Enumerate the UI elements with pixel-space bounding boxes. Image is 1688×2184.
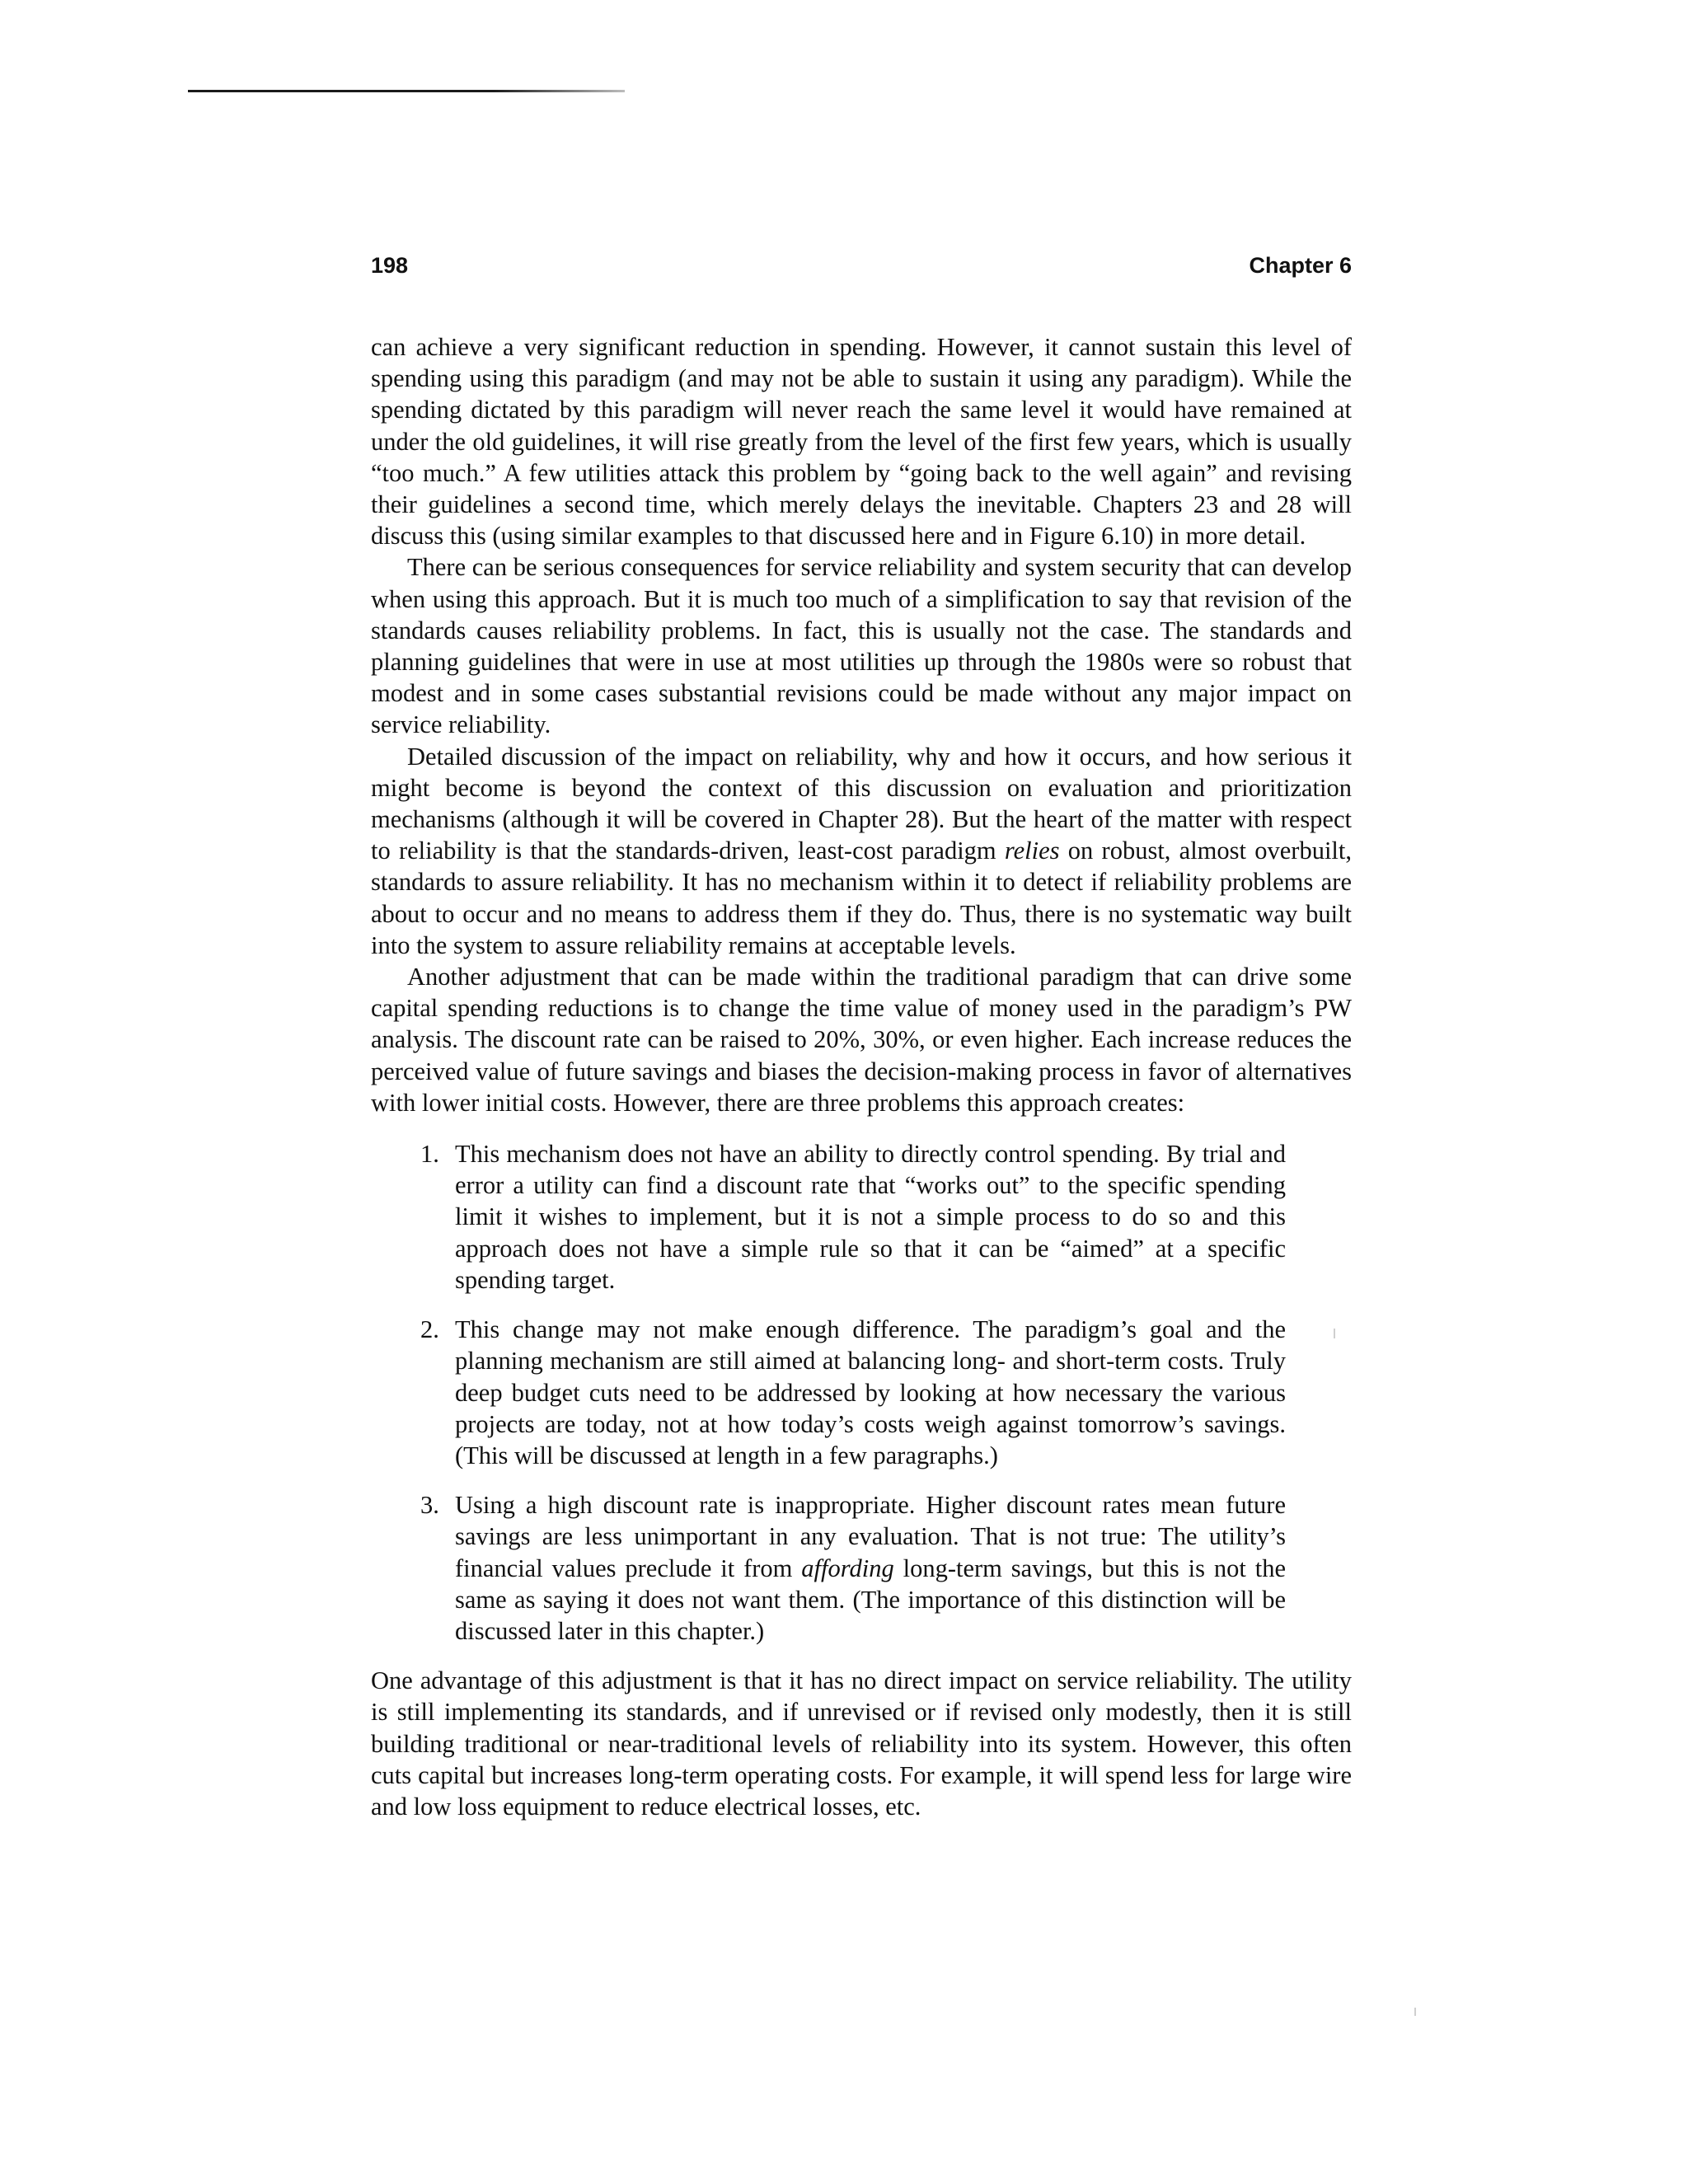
list-item-number: 2. [420, 1315, 439, 1344]
paragraph-3-emphasis: relies [1004, 837, 1060, 865]
chapter-label: Chapter 6 [1249, 253, 1352, 278]
list-item-number: 1. [420, 1140, 439, 1169]
list-item-text: This change may not make enough difference. The paradigm’s goal and the planning mechanism are still aimed at balancing long- and short-term costs. Truly deep budget cuts need to be addressed by looking at how necessary the various projects are today, not at how today’s costs weigh against tomorrow’s savings. (This will be discussed at length in a few paragraphs.) [455, 1315, 1286, 1469]
page-number: 198 [371, 253, 409, 278]
running-head [371, 249, 1352, 282]
list-item-text-before: Using a high discount rate is inappropriate. Higher discount rates mean future savings are less unimportant in any evaluation. That is not true: The utility’s financial values preclude it from [455, 1491, 1286, 1582]
paragraph-2: There can be serious consequences for service reliability and system security that can develop when using this approach. But it is much too much of a simplification to say that revision of the standards causes reliability problems. In fact, this is usually not the case. The standards and planning guidelines that were in use at most utilities up through the 1980s were so robust that modest and in some cases substantial revisions could be made without any major impact on service reliability. [371, 553, 1352, 739]
scan-mark [1414, 2008, 1416, 2016]
scan-mark [1334, 1329, 1335, 1338]
list-item-text-after: long-term savings, but this is not the same as saying it does not want them. (The importance of this distinction will be discussed later in this chapter.) [455, 1554, 1286, 1645]
body-text [371, 331, 1352, 1822]
paragraph-5: One advantage of this adjustment is that it has no direct impact on service reliability. The utility is still implementing its standards, and if unrevised or if revised only modestly, then it is still building traditional or near-traditional levels of reliability into its system. However, this often cuts capital but increases long-term operating costs. For example, it will spend less for large wire and low loss equipment to reduce electrical losses, etc. [371, 1666, 1352, 1821]
paragraph-3-text-after: on robust, almost overbuilt, standards to assure reliability. It has no mechanism within it to detect if reliability problems are about to occur and no means to address them if they do. Thus, there is no systematic way built into the system to assure reliability remains at acceptable levels. [371, 837, 1352, 959]
paragraph-4: Another adjustment that can be made within the traditional paradigm that can drive some capital spending reductions is to change the time value of money used in the paradigm’s PW analysis. The discount rate can be raised to 20%, 30%, or even higher. Each increase reduces the perceived value of future savings and biases the decision-making process in favor of alternatives with lower initial costs. However, there are three problems this approach creates: [371, 963, 1352, 1117]
list-item [420, 1314, 1286, 1471]
problem-list [371, 1138, 1352, 1647]
list-item [420, 1489, 1286, 1647]
list-item-text: This mechanism does not have an ability to directly control spending. By trial and error a utility can find a discount rate that “works out” to the specific spending limit it wishes to implement, but it is not a simple process to do so and this approach does not have a simple rule so that it can be “aimed” at a specific spending target. [455, 1140, 1286, 1294]
paragraph-1: can achieve a very significant reduction in spending. However, it cannot sustain this level of spending using this paradigm (and may not be able to sustain it using any paradigm). While the spending dictated by this paradigm will never reach the same level it would have remained at under the old guidelines, it will rise greatly from the level of the first few years, which is usually “too much.” A few utilities attack this problem by “going back to the well again” and revising their guidelines a second time, which merely delays the inevitable. Chapters 23 and 28 will discuss this (using similar examples to that discussed here and in Figure 6.10) in more detail. [371, 333, 1352, 551]
list-item-number: 3. [420, 1491, 439, 1520]
paragraph-3-text-before: Detailed discussion of the impact on reliability, why and how it occurs, and how serious it might become is beyond the context of this discussion on evaluation and prioritization mechanisms (although it will be covered in Chapter 28). But the heart of the matter with respect to reliability is that the standards-driven, least-cost paradigm [371, 742, 1352, 865]
list-item [420, 1138, 1286, 1296]
paragraph-3 [371, 741, 1352, 961]
list-item-emphasis: affording [801, 1554, 894, 1582]
top-rule [188, 90, 625, 92]
